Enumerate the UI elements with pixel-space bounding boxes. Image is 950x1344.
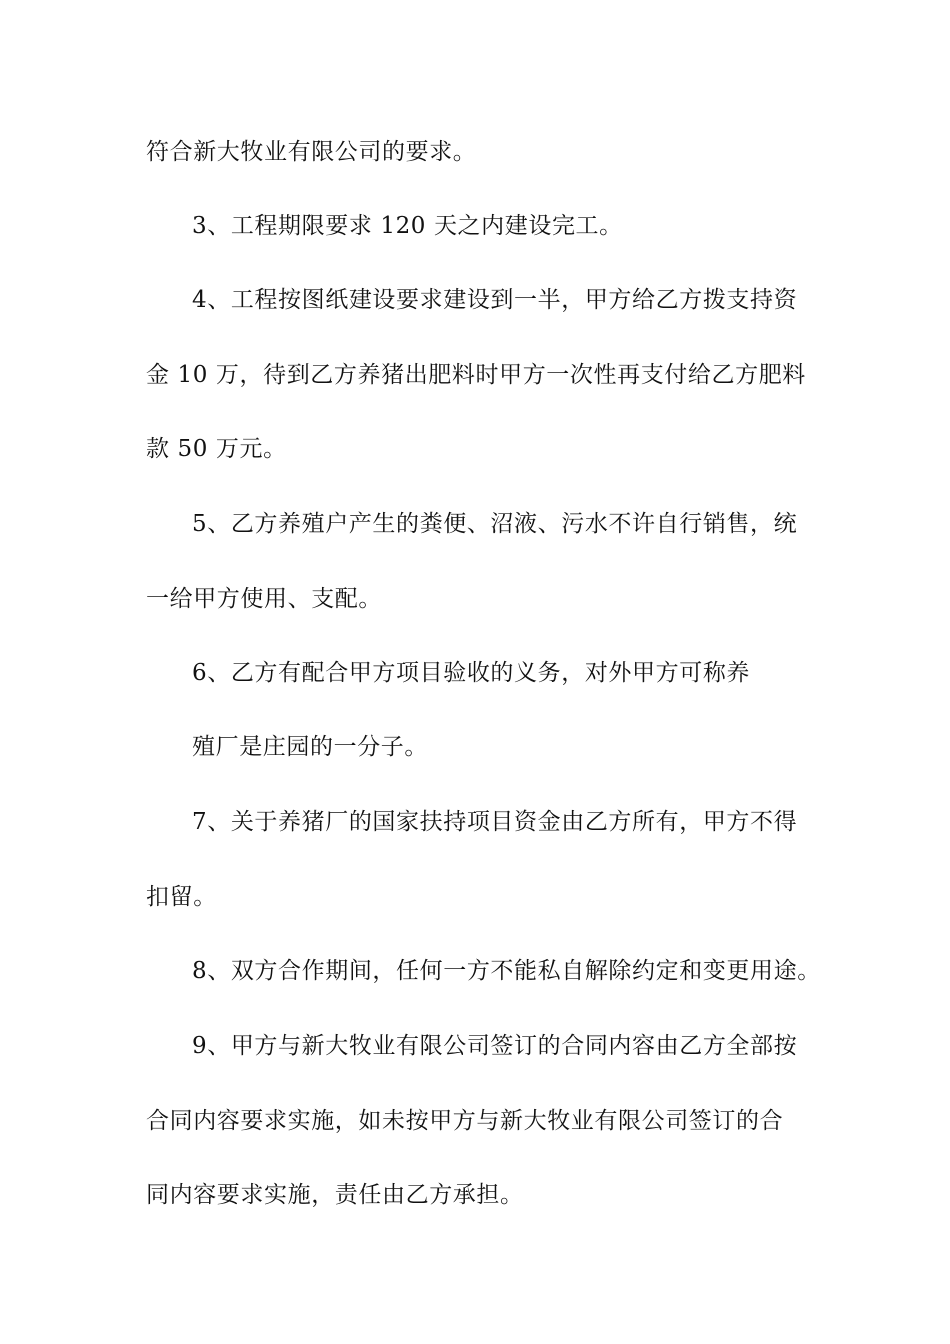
clause-7-line-2: 扣留。 [146,884,217,910]
clause-7-line-1: 7、关于养猪厂的国家扶持项目资金由乙方所有，甲方不得 [192,809,798,835]
clause-5-line-2: 一给甲方使用、支配。 [146,586,382,612]
clause-4-line-1: 4、工程按图纸建设要求建设到一半，甲方给乙方拨支持资 [192,287,798,313]
clause-6-line-2: 殖厂是庄园的一分子。 [192,734,428,760]
clause-9-line-3: 同内容要求实施，责任由乙方承担。 [146,1182,524,1208]
text-line-1: 符合新大牧业有限公司的要求。 [146,139,477,165]
clause-8: 8、双方合作期间，任何一方不能私自解除约定和变更用途。 [192,958,821,984]
clause-5-line-1: 5、乙方养殖户产生的粪便、沼液、污水不许自行销售，统 [192,511,798,537]
clause-9-line-2: 合同内容要求实施，如未按甲方与新大牧业有限公司签订的合 [146,1108,784,1134]
clause-3: 3、工程期限要求 120 天之内建设完工。 [192,213,623,239]
clause-4-line-3: 款 50 万元。 [146,436,287,462]
clause-6-line-1: 6、乙方有配合甲方项目验收的义务，对外甲方可称养 [192,660,751,686]
clause-9-line-1: 9、甲方与新大牧业有限公司签订的合同内容由乙方全部按 [192,1033,798,1059]
clause-4-line-2: 金 10 万，待到乙方养猪出肥料时甲方一次性再支付给乙方肥料 [146,362,806,388]
